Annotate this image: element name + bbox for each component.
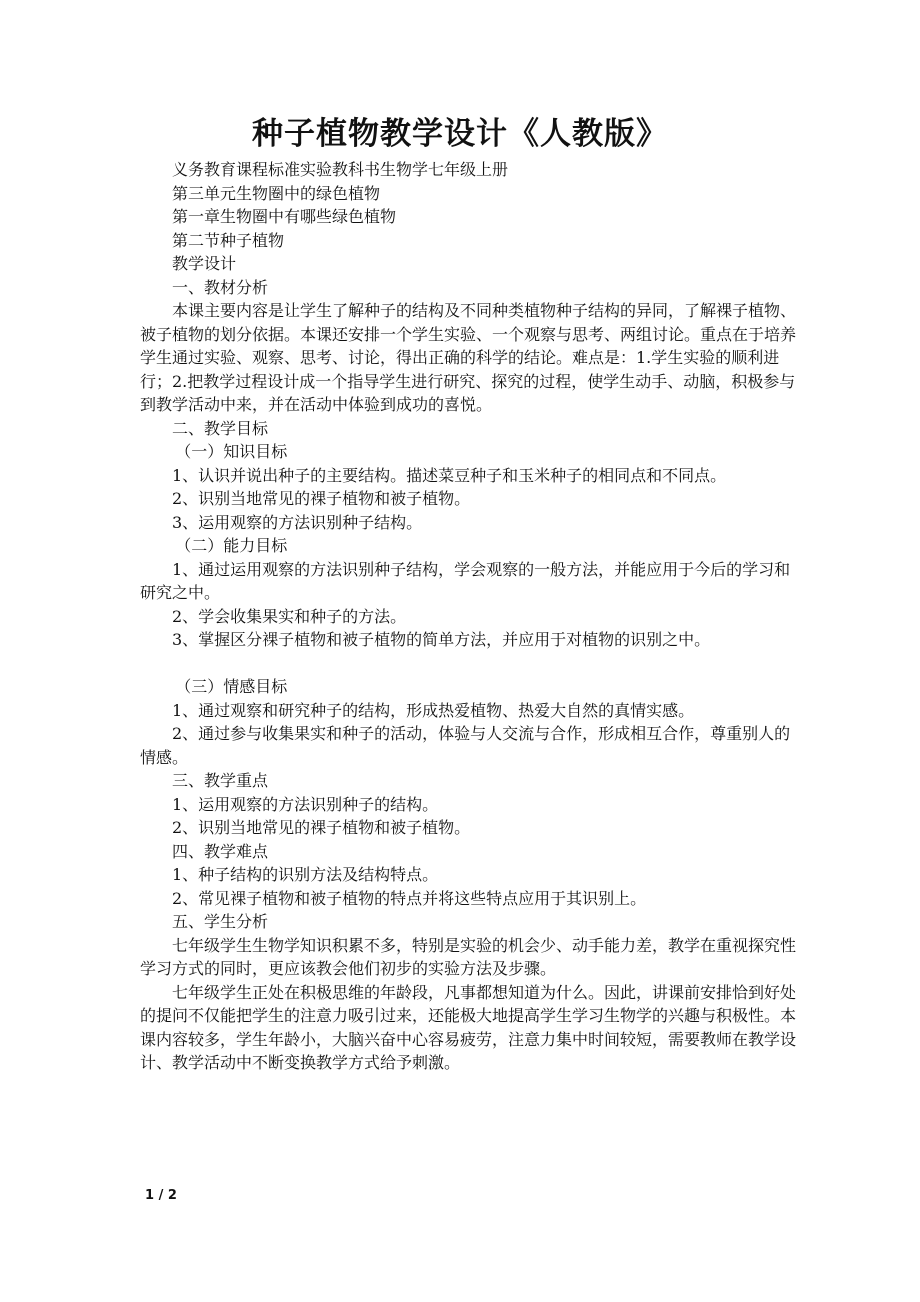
paragraph-student-analysis-2: 七年级学生正处在积极思维的年龄段，凡事都想知道为什么。因此，讲课前安排恰到好处的提问不仅能把学生的注意力吸引过来，还能极大地提高学生学习生物学的兴趣与积极性。本课内容较多，学生年龄小，大脑兴奋中心容易疲劳，注意力集中时间较短，需要教师在教学设计、教学活动中不断变换教学方式给予刺激。	[140, 982, 797, 1072]
list-item: 1、通过运用观察的方法识别种子结构，学会观察的一般方法，并能应用于今后的学习和研究之中。	[140, 559, 791, 602]
paragraph-material-analysis: 本课主要内容是让学生了解种子的结构及不同种类植物种子结构的异同，了解裸子植物、被子植物的划分依据。本课还安排一个学生实验、一个观察与思考、两组讨论。重点在于培养学生通过实验、观察、思考、讨论，得出正确的科学的结论。难点是：1.学生实验的顺利进行；2.把教学过程设计成一个指导学生进行研究、探究的过程，使学生动手、动脑，积极参与到教学活动中来，并在活动中体验到成功的喜悦。	[140, 301, 797, 414]
heading-difficulties: 四、教学难点	[172, 841, 269, 861]
heading-emotion-goals: （三）情感目标	[175, 677, 288, 696]
document-body	[140, 158, 800, 1075]
list-item: 2、通过参与收集果实和种子的活动，体验与人交流与合作，形成相互合作，尊重别人的情感。	[140, 724, 791, 767]
document-title: 种子植物教学设计《人教版》	[252, 116, 668, 152]
list-item: 1、种子结构的识别方法及结构特点。	[172, 865, 439, 884]
list-item: 2、识别当地常见的裸子植物和被子植物。	[172, 818, 471, 837]
page-number: 1 / 2	[145, 1188, 177, 1203]
list-item: 1、通过观察和研究种子的结构，形成热爱植物、热爱大自然的真情实感。	[172, 700, 695, 720]
paragraph-teaching-design: 教学设计	[172, 254, 237, 273]
heading-student-analysis: 五、学生分析	[172, 912, 269, 931]
heading-material-analysis: 一、教材分析	[172, 277, 269, 297]
heading-knowledge-goals: （一）知识目标	[175, 442, 288, 461]
list-item: 2、学会收集果实和种子的方法。	[172, 606, 407, 626]
list-item: 3、运用观察的方法识别种子结构。	[172, 512, 423, 532]
heading-ability-goals: （二）能力目标	[175, 536, 288, 555]
paragraph-student-analysis-1: 七年级学生生物学知识积累不多，特别是实验的机会少、动手能力差，教学在重视探究性学习方式的同时，更应该教会他们初步的实验方法及步骤。	[140, 935, 797, 978]
heading-teaching-goals: 二、教学目标	[172, 418, 269, 438]
list-item: 3、掌握区分裸子植物和被子植物的简单方法，并应用于对植物的识别之中。	[172, 630, 711, 649]
list-item: 1、运用观察的方法识别种子的结构。	[172, 794, 439, 814]
paragraph-textbook: 义务教育课程标准实验教科书生物学七年级上册	[172, 160, 509, 179]
paragraph-unit: 第三单元生物圈中的绿色植物	[172, 183, 381, 203]
list-item: 2、识别当地常见的裸子植物和被子植物。	[172, 489, 471, 508]
list-item: 2、常见裸子植物和被子植物的特点并将这些特点应用于其识别上。	[172, 888, 647, 908]
list-item: 1、认识并说出种子的主要结构。描述菜豆种子和玉米种子的相同点和不同点。	[172, 465, 727, 485]
heading-key-points: 三、教学重点	[172, 771, 269, 790]
paragraph-section: 第二节种子植物	[172, 230, 285, 250]
paragraph-chapter: 第一章生物圈中有哪些绿色植物	[172, 207, 397, 226]
